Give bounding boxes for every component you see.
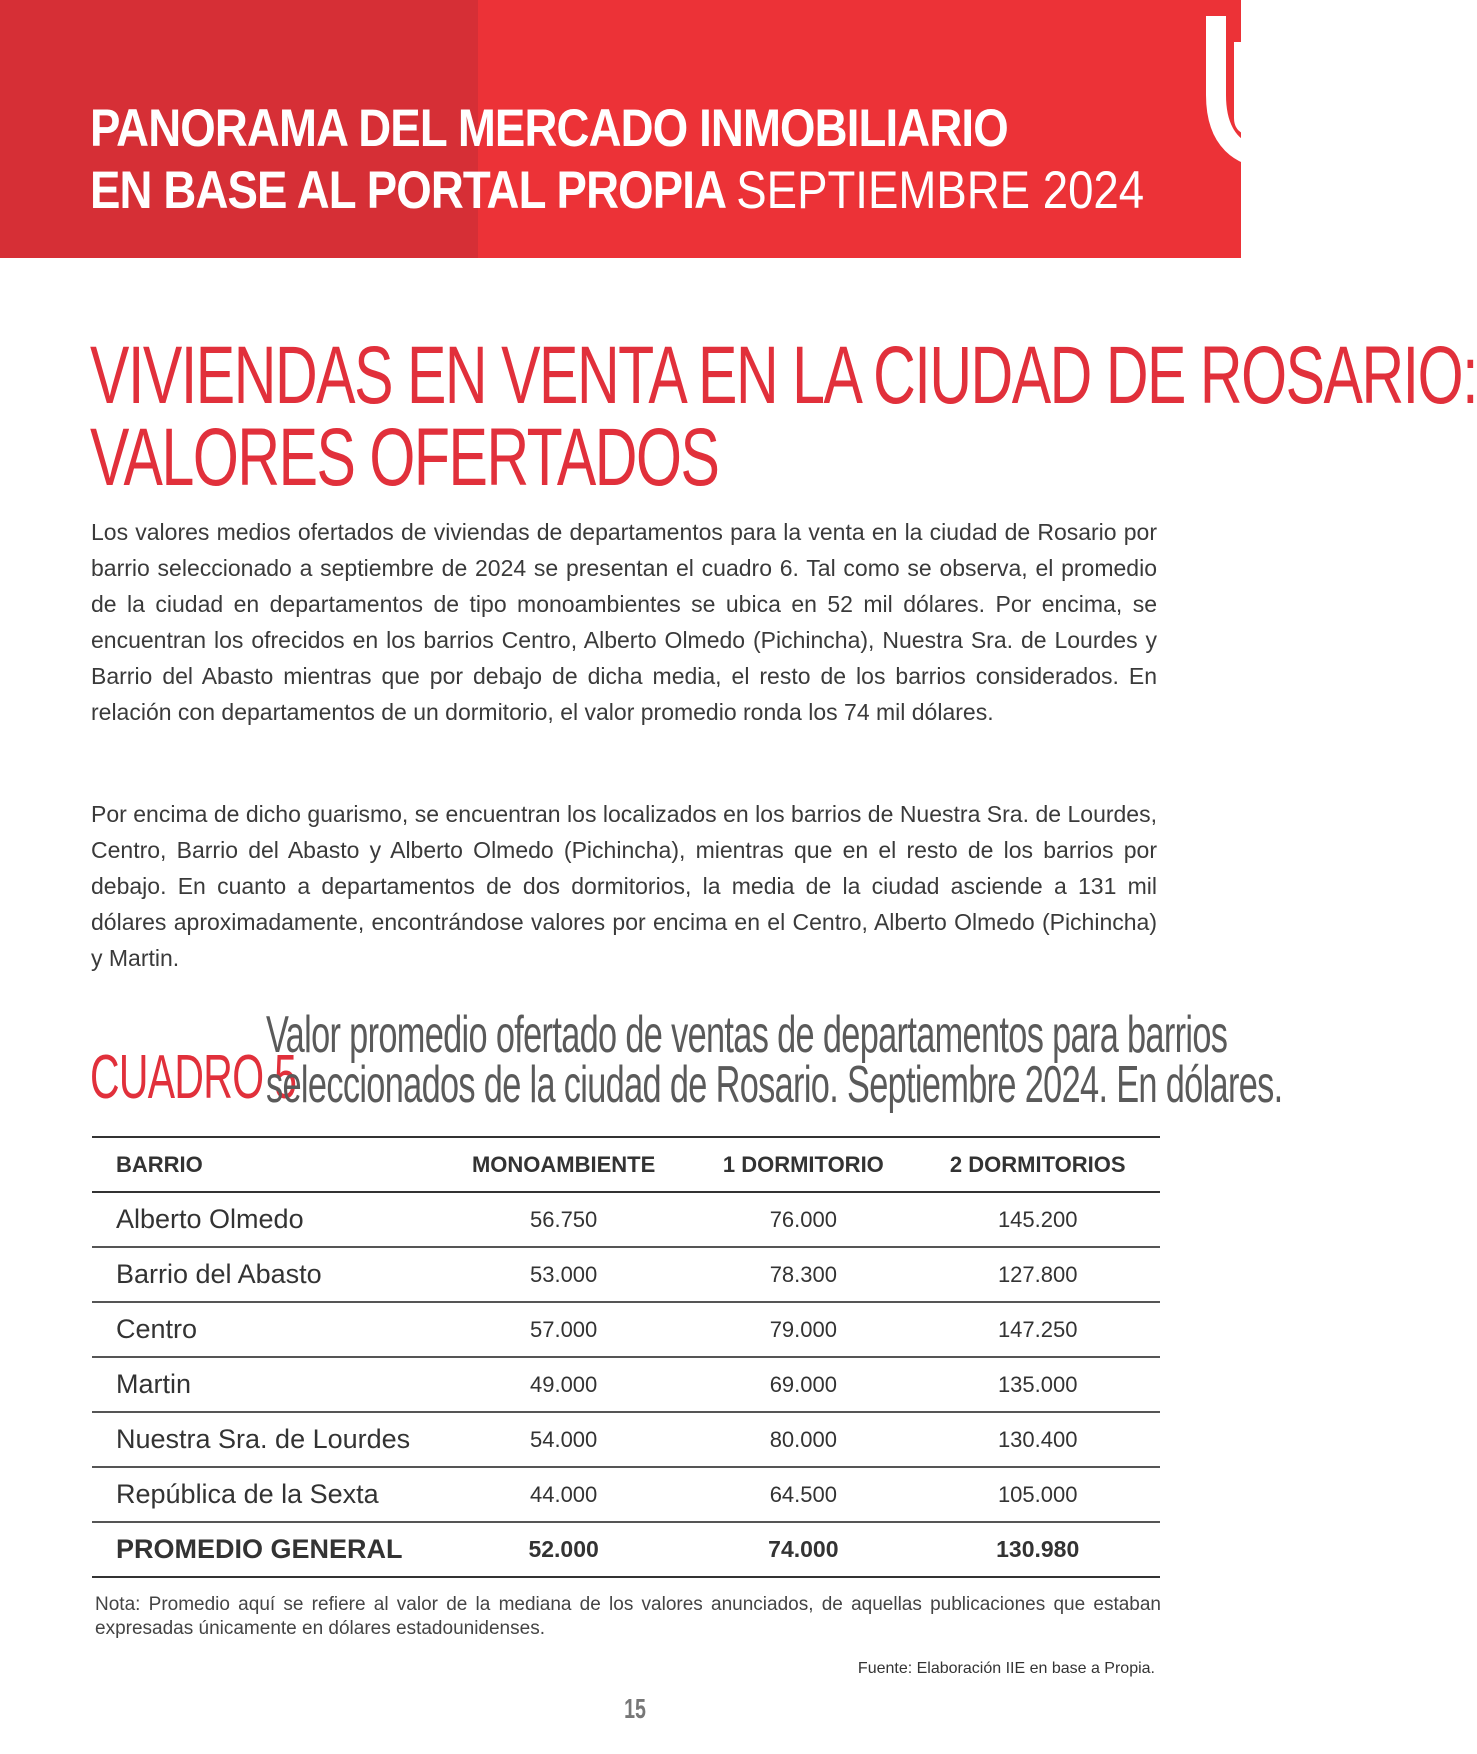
table-header-row bbox=[92, 1137, 1160, 1192]
paragraph-2: Por encima de dicho guarismo, se encuentran los localizados en los barrios de Nuestra Sra. de Lourdes, Centro, Barrio del Abasto y Alberto Olmedo (Pichincha), mientras que en el resto de los barrios por debajo. En cuanto a departamentos de dos dormitorios, la media de la ciudad asciende a 131 mil dólares aproximadamente, encontrándose valores por encima en el Centro, Alberto Olmedo (Pichincha) y Martin. bbox=[91, 801, 1157, 971]
cell-monoambiente: 57.000 bbox=[436, 1302, 691, 1357]
cuadro-label: CUADRO 5 bbox=[90, 1043, 297, 1112]
paragraph-1: Los valores medios ofertados de viviendas de departamentos para la venta en la ciudad de Rosario por barrio seleccionado a septiembre de 2024 se presentan el cuadro 6. Tal como se observa, el promedio de la ciudad en departamentos de tipo monoambientes se ubica en 52 mil dólares. Por encima, se encuentran los ofrecidos en los barrios Centro, Alberto Olmedo (Pichincha), Nuestra Sra. de Lourdes y Barrio del Abasto mientras que por debajo de dicha media, el resto de los barrios considerados. En relación con departamentos de un dormitorio, el valor promedio ronda los 74 mil dólares. bbox=[91, 519, 1157, 725]
table-row bbox=[92, 1467, 1160, 1522]
cell-2-dormitorios: 105.000 bbox=[915, 1467, 1160, 1522]
cell-2-dormitorios: 147.250 bbox=[915, 1302, 1160, 1357]
header-title-line2-bold: EN BASE AL PORTAL PROPIA bbox=[90, 161, 725, 220]
cell-1-dormitorio: 64.500 bbox=[691, 1467, 915, 1522]
cell-1-dormitorio: 69.000 bbox=[691, 1357, 915, 1412]
table-row bbox=[92, 1192, 1160, 1247]
header-monoambiente: MONOAMBIENTE bbox=[436, 1137, 691, 1192]
section-title bbox=[90, 330, 1477, 503]
cell-monoambiente: 44.000 bbox=[436, 1467, 691, 1522]
table-row bbox=[92, 1357, 1160, 1412]
section-title-line1: VIVIENDAS EN VENTA EN LA CIUDAD DE ROSARIO: bbox=[90, 330, 1477, 421]
cell-2-dormitorios: 130.400 bbox=[915, 1412, 1160, 1467]
table-note: Nota: Promedio aquí se refiere al valor de la mediana de los valores anunciados, de aquellas publicaciones que estaban expresadas únicamente en dólares estadounidenses. bbox=[95, 1594, 1161, 1639]
price-table bbox=[92, 1136, 1160, 1578]
section-title-line2: VALORES OFERTADOS bbox=[90, 412, 719, 503]
table-row bbox=[92, 1412, 1160, 1467]
header-title-date: SEPTIEMBRE 2024 bbox=[736, 161, 1145, 220]
header-title bbox=[90, 98, 1144, 222]
propia-logo-icon bbox=[1101, 0, 1241, 258]
cell-monoambiente: 56.750 bbox=[436, 1192, 691, 1247]
page-number: 15 bbox=[624, 1693, 646, 1724]
cell-barrio: República de la Sexta bbox=[92, 1467, 436, 1522]
cell-barrio: Centro bbox=[92, 1302, 436, 1357]
header-2-dormitorios: 2 DORMITORIOS bbox=[915, 1137, 1160, 1192]
total-2-dormitorios: 130.980 bbox=[915, 1522, 1160, 1577]
table-source: Fuente: Elaboración IIE en base a Propia. bbox=[857, 1660, 1155, 1677]
table-total-row bbox=[92, 1522, 1160, 1577]
cell-1-dormitorio: 76.000 bbox=[691, 1192, 915, 1247]
cell-1-dormitorio: 79.000 bbox=[691, 1302, 915, 1357]
header-title-line1: PANORAMA DEL MERCADO INMOBILIARIO bbox=[90, 99, 1008, 158]
cuadro-title bbox=[266, 1006, 1283, 1114]
cell-1-dormitorio: 78.300 bbox=[691, 1247, 915, 1302]
header-banner bbox=[0, 0, 1241, 258]
table-row bbox=[92, 1302, 1160, 1357]
cuadro-title-line2: seleccionados de la ciudad de Rosario. Septiembre 2024. En dólares. bbox=[266, 1056, 1283, 1114]
cell-barrio: Alberto Olmedo bbox=[92, 1192, 436, 1247]
cell-2-dormitorios: 145.200 bbox=[915, 1192, 1160, 1247]
header-1-dormitorio: 1 DORMITORIO bbox=[691, 1137, 915, 1192]
header-barrio: BARRIO bbox=[92, 1137, 436, 1192]
cell-monoambiente: 53.000 bbox=[436, 1247, 691, 1302]
cell-2-dormitorios: 135.000 bbox=[915, 1357, 1160, 1412]
table-row bbox=[92, 1247, 1160, 1302]
cell-monoambiente: 49.000 bbox=[436, 1357, 691, 1412]
cell-barrio: Martin bbox=[92, 1357, 436, 1412]
cell-monoambiente: 54.000 bbox=[436, 1412, 691, 1467]
cuadro-title-line1: Valor promedio ofertado de ventas de departamentos para barrios bbox=[266, 1006, 1228, 1064]
total-label: PROMEDIO GENERAL bbox=[92, 1522, 436, 1577]
cell-2-dormitorios: 127.800 bbox=[915, 1247, 1160, 1302]
total-monoambiente: 52.000 bbox=[436, 1522, 691, 1577]
header-title-line2 bbox=[90, 160, 1144, 222]
cell-barrio: Barrio del Abasto bbox=[92, 1247, 436, 1302]
total-1-dormitorio: 74.000 bbox=[691, 1522, 915, 1577]
cell-barrio: Nuestra Sra. de Lourdes bbox=[92, 1412, 436, 1467]
cell-1-dormitorio: 80.000 bbox=[691, 1412, 915, 1467]
